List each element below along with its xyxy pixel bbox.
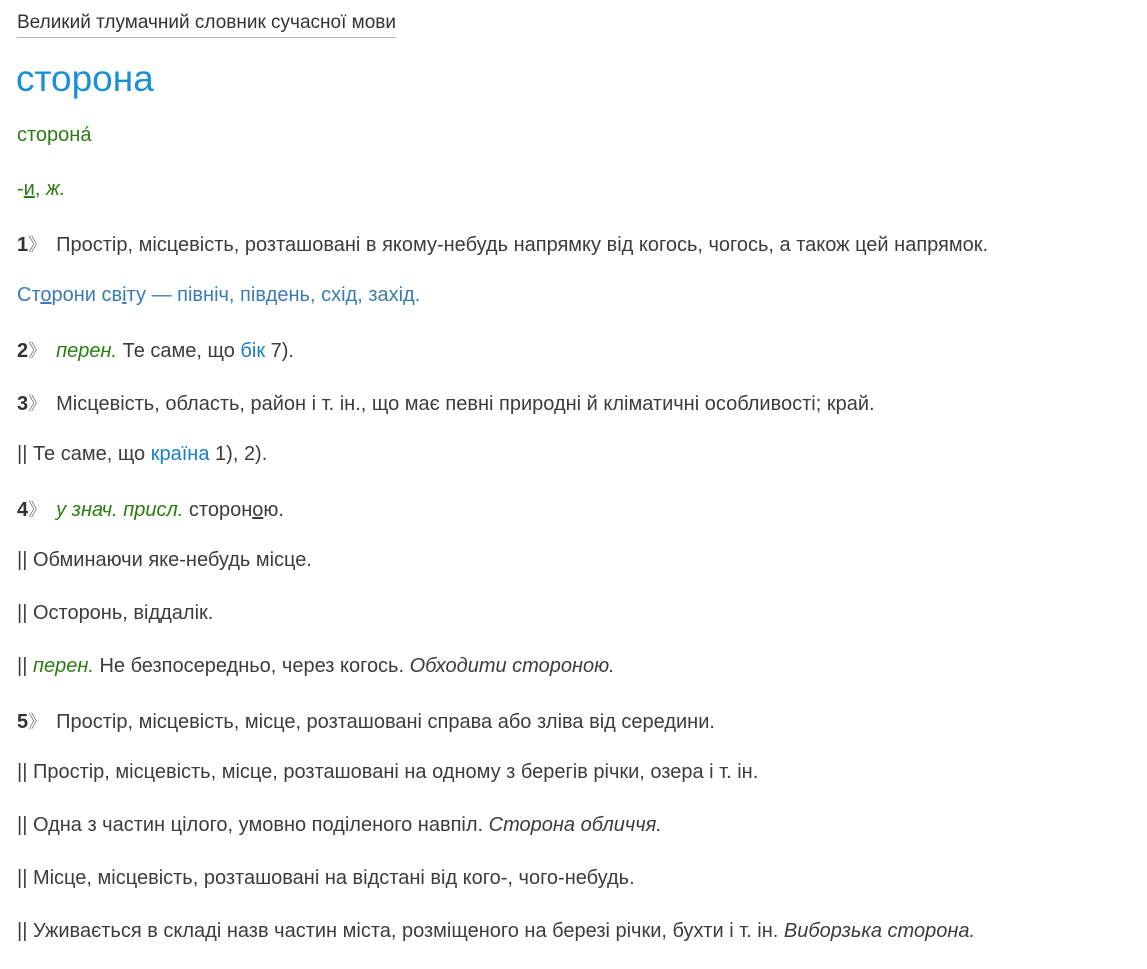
stress-mark: о [40, 284, 52, 306]
sense-2 [17, 337, 294, 363]
sense-5-subsense-3: || Місце, місцевість, розташовані на відстані від кого-, чого-небудь. [17, 867, 635, 889]
subsense-text: || Одна з частин цілого, умовно поділеного навпіл. [17, 814, 489, 836]
stress-mark: о [252, 499, 264, 521]
sense-4 [17, 496, 284, 522]
gender-label: ж. [45, 178, 66, 200]
sense-definition: 7). [265, 340, 294, 362]
stress-mark: і [122, 284, 127, 306]
ending-prefix: - [17, 178, 24, 200]
subsense-text: || Те саме, що [17, 443, 151, 465]
example-text: рони св [51, 284, 123, 306]
sense-marker: 》 [28, 394, 47, 414]
sense-4-subsense-2: || Осторонь, віддалік. [17, 602, 214, 624]
sense-marker: 》 [28, 712, 47, 732]
sense-1-example [17, 284, 420, 307]
grammar-info [17, 178, 65, 201]
subsense-text: || Уживається в складі назв частин міста, розміщеного на березі річки, бухти і т. ін. [17, 920, 784, 942]
usage-label: перен. [32, 655, 94, 677]
headword: сторона [16, 58, 154, 99]
sense-definition: Те саме, що [117, 340, 241, 362]
dictionary-source-title[interactable]: Великий тлумачний словник сучасної мови [17, 12, 396, 38]
sense-4-subsense-1: || Обминаючи яке-небудь місце. [17, 549, 312, 571]
usage-example: Обходити стороною. [409, 655, 615, 677]
usage-label: у знач. присл. [56, 499, 184, 521]
sense-4-subsense-3 [17, 655, 615, 678]
subsense-text: Не безпосередньо, через когось. [93, 655, 410, 677]
sense-definition: Простір, місцевість, місце, розташовані справа або зліва від середини. [56, 711, 715, 733]
sense-marker: 》 [28, 235, 47, 255]
sense-5-subsense-4 [17, 920, 975, 943]
crossref-link-bik[interactable]: бік [240, 340, 266, 362]
subsense-text: 1), 2). [209, 443, 268, 465]
usage-example: Сторона обличчя. [488, 814, 662, 836]
sense-3 [17, 390, 875, 416]
sense-marker: 》 [28, 341, 47, 361]
sense-definition: Простір, місцевість, розташовані в якому-небудь напрямку від когось, чогось, а також цей напрямок. [56, 234, 989, 256]
sense-number: 3 [17, 393, 29, 415]
sense-word: сторон [183, 499, 253, 521]
usage-example: Виборзька сторона. [783, 920, 976, 942]
sense-5-subsense-2 [17, 814, 662, 837]
sense-5 [17, 708, 715, 734]
sense-definition: Місцевість, область, район і т. ін., що має певні природні й кліматичні особливості; край. [56, 393, 875, 415]
ending-sep: , [34, 178, 46, 200]
accented-form: сторона́ [17, 124, 92, 146]
sense-number: 2 [17, 340, 29, 362]
usage-label: перен. [56, 340, 118, 362]
example-text: ту — північ, південь, схід, захід. [126, 284, 421, 306]
ending-stressed: и [23, 178, 35, 200]
subsense-text: || [17, 655, 33, 677]
sense-marker: 》 [28, 500, 47, 520]
sense-number: 5 [17, 711, 29, 733]
sense-number: 4 [17, 499, 29, 521]
sense-word: ю. [263, 499, 284, 521]
sense-3-subsense [17, 443, 267, 466]
sense-5-subsense-1: || Простір, місцевість, місце, розташовані на одному з берегів річки, озера і т. ін. [17, 761, 759, 783]
example-text: Ст [17, 284, 41, 306]
sense-number: 1 [17, 234, 29, 256]
crossref-link-kraina[interactable]: країна [150, 443, 210, 465]
sense-1 [17, 231, 988, 257]
